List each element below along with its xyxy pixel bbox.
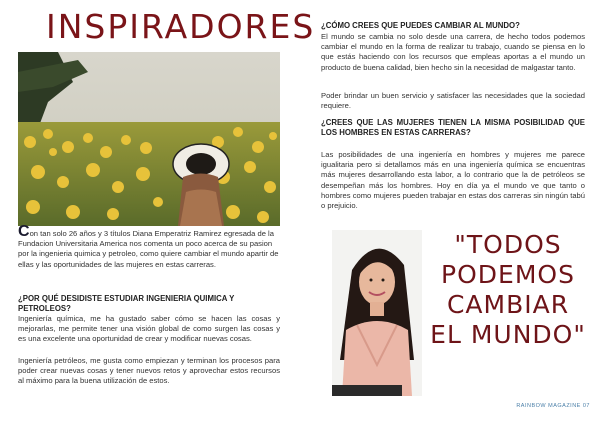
answer-3: Las posibilidades de una ingeniería en hombres y mujeres me parece igualitaria pero si detallamos más en una ingeniería química se encuentras más mujeres desarrollando esta labor, a lo contrario que la de petróleos se desempeñan más los hombres. Hoy en día ya el mundo ve que tanto o hombres como mujeres pueden trabajar en estas dos carreras sin ningún tabú o prejuicio. bbox=[321, 150, 585, 211]
question-1: ¿POR QUÉ DESIDISTE ESTUDIAR INGENIERIA QUIMICA Y PETROLEOS? bbox=[18, 294, 235, 313]
sunflower-field-image bbox=[18, 52, 280, 226]
answer-1-paragraph-2: Ingeniería petróleos, me gusta como empiezan y terminan los procesos para poder crear nuevas cosas y tener nuevos retos y aprovechar estos recursos al máximo para la buena utilización de estos. bbox=[18, 356, 280, 386]
pull-quote: "TODOS PODEMOS CAMBIAR EL MUNDO" bbox=[430, 230, 586, 349]
question-2: ¿CÓMO CREES QUE PUEDES CAMBIAR AL MUNDO? bbox=[321, 21, 520, 30]
feature-photo bbox=[18, 52, 280, 226]
drop-cap: C bbox=[18, 223, 30, 240]
intro-text: on tan solo 26 años y 3 títulos Diana Emperatriz Ramirez egresada de la Fundacion Universitaria America nos comenta un poco acerca de su pasion por la ingenieria quimica y petroleo, como quiere cambiar el mundo apartir de ellas y las oportunidades de las mujeres en estas carreras. bbox=[18, 229, 279, 269]
answer-2-paragraph-1: El mundo se cambia no solo desde una carrera, de hecho todos podemos cambiar el mundo en la forma de realizar tu trabajo, cuando se piensa en lo que estás haciendo con los recursos que empleas aportas a el mundo un producto de buena calidad, bien hecho sin la necesidad de malgastar tanto. bbox=[321, 32, 585, 72]
page-footer: RAINBOW MAGAZINE 07 bbox=[516, 403, 590, 409]
answer-2-paragraph-2: Poder brindar un buen servicio y satisfacer las necesidades que la sociedad requiere. bbox=[321, 91, 585, 111]
answer-1-paragraph-1: Ingeniería química, me ha gustado saber cómo se hacen las cosas y mejorarlas, me permite tener una visión global de como surgen las cosas y es una excelente una oportunidad de crear y modificar nuevas cosas. bbox=[18, 314, 280, 344]
page-title: INSPIRADORES bbox=[46, 7, 316, 46]
woman-portrait-image bbox=[332, 230, 422, 396]
question-3: ¿CREES QUE LAS MUJERES TIENEN LA MISMA POSIBILIDAD QUE LOS HOMBRES EN ESTAS CARRERAS? bbox=[321, 118, 585, 137]
intro-paragraph bbox=[18, 223, 280, 270]
portrait-photo bbox=[332, 230, 422, 396]
